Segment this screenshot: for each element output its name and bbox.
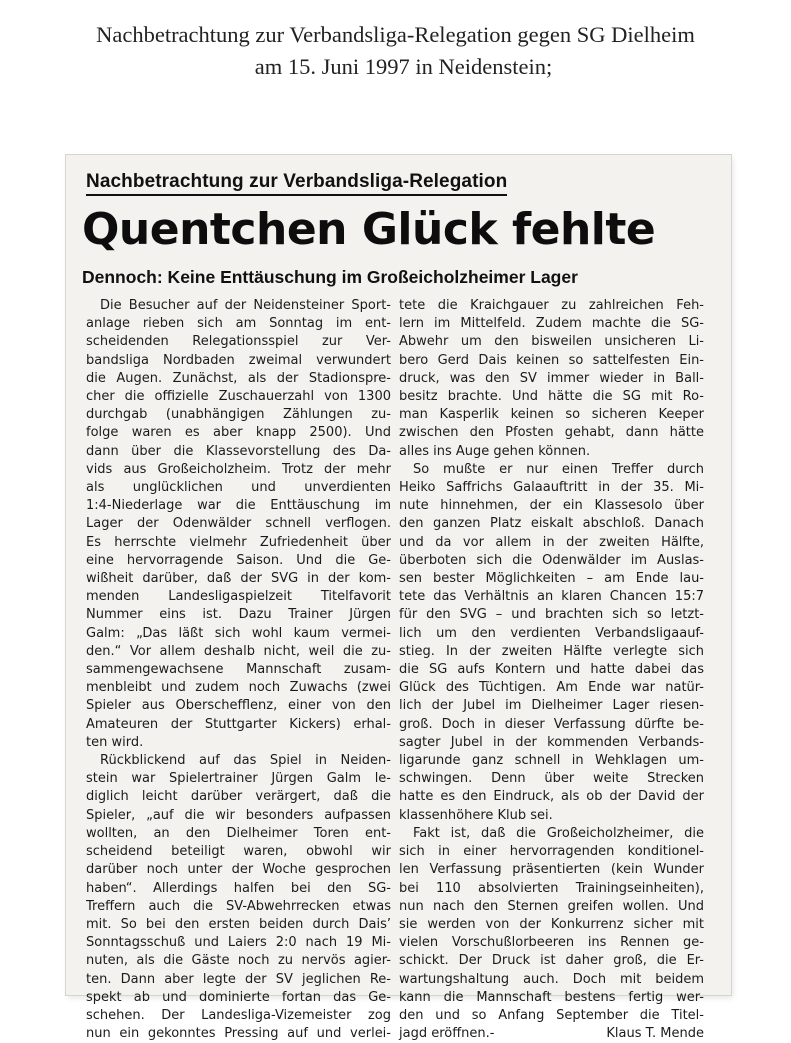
text-line: Rückblickend auf das Spiel in Neiden- bbox=[100, 753, 391, 769]
text-line: bei 110 absolvierten Trainingseinheiten), bbox=[399, 880, 704, 896]
text-line: sen bester Möglichkeiten – am Ende lau- bbox=[399, 571, 704, 587]
text-line: diglich leicht darüber verärgert, daß die bbox=[86, 789, 391, 805]
text-line: menbleibt und zudem noch Zuwachs (zwei bbox=[86, 680, 391, 696]
text-line: 1:4-Niederlage war die Enttäuschung im bbox=[86, 498, 391, 514]
text-line: hatte es den Eindruck, als ob der David der bbox=[399, 789, 704, 805]
text-line: eine hervorragende Saison. Und die Ge- bbox=[86, 552, 391, 568]
text-line: haben“. Allerdings halfen bei den SG- bbox=[86, 880, 391, 896]
text-line: Heiko Saffrichs Galaauftritt in der 35. Mi- bbox=[399, 480, 704, 496]
text-line: mit. So bei den ersten beiden durch Dais’ bbox=[86, 916, 391, 932]
article-column-right bbox=[399, 297, 704, 1043]
text-line: Amateuren der Stuttgarter Kickers) erhal- bbox=[86, 716, 391, 732]
text-line: cher die offizielle Zuschauerzahl von 1300 bbox=[86, 389, 391, 405]
text-line: sich in einer hervorragenden konditionel- bbox=[399, 844, 704, 860]
text-line: man Kasperlik keinen so sicheren Keeper bbox=[399, 407, 704, 423]
text-line: den ganzen Platz eiskalt abschloß. Danach bbox=[399, 516, 704, 532]
text-line: überboten sich die Odenwälder im Auslas- bbox=[399, 552, 704, 568]
text-line: lern im Mittelfeld. Zudem machte die SG- bbox=[399, 316, 704, 332]
page-caption-line-1: Nachbetrachtung zur Verbandsliga-Relegation gegen SG Dielheim bbox=[96, 22, 695, 47]
text-line: Lager der Odenwälder schnell verflogen. bbox=[86, 516, 391, 532]
text-line: len Verfassung präsentierten (kein Wunder bbox=[399, 862, 704, 878]
text-line: dann über die Klassevorstellung des Da- bbox=[86, 443, 391, 459]
text-line: lich der Jubel im Dielheimer Lager riesen- bbox=[399, 698, 704, 714]
text-line: durchgab (unabhängigen Zählungen zu- bbox=[86, 407, 391, 423]
text-line: druck, was den SV immer wieder in Ball- bbox=[399, 370, 704, 386]
text-line: wißheit darüber, daß der SVG in der kom- bbox=[86, 571, 391, 587]
text-line: bandsliga Nordbaden zweimal verwundert bbox=[86, 352, 391, 368]
article-byline: Klaus T. Mende bbox=[606, 1026, 704, 1042]
text-line: Nummer eins ist. Dazu Trainer Jürgen bbox=[86, 607, 391, 623]
text-line: scheidenden Relegationsspiel zur Ver- bbox=[86, 334, 391, 350]
text-line: ligarunde ganz schnell in Wehklagen um- bbox=[399, 753, 704, 769]
text-line: spekt ab und dominierte fortan das Ge- bbox=[86, 989, 391, 1005]
article-column-left bbox=[86, 297, 391, 1043]
article-subheadline: Dennoch: Keine Enttäuschung im Großeicholzheimer Lager bbox=[82, 267, 578, 287]
text-line: schehen. Der Landesliga-Vizemeister zog bbox=[86, 1007, 391, 1023]
text-line: Fakt ist, daß die Großeicholzheimer, die bbox=[413, 825, 704, 841]
text-line: Treffern auch die SV-Abwehrrecken etwas bbox=[86, 898, 391, 914]
text-line: stieg. In der zweiten Hälfte verlegte sich bbox=[399, 643, 704, 659]
text-line: sagter Jubel in der kommenden Verbands- bbox=[399, 734, 704, 750]
text-line: sammengewachsene Mannschaft zusam- bbox=[86, 662, 391, 678]
last-text-line: jagd eröffnen.- bbox=[399, 1026, 495, 1042]
text-line: Glück des Tüchtigen. Am Ende war natür- bbox=[399, 680, 704, 696]
newspaper-clipping bbox=[66, 155, 731, 1042]
text-line: die Augen. Zunächst, als der Stadionspre- bbox=[86, 370, 391, 386]
text-line: den.“ Vor allem deshalb nicht, weil die zu- bbox=[86, 643, 391, 659]
text-line: menden Landesligaspielzeit Titelfavorit bbox=[86, 589, 391, 605]
text-line: Abwehr um den bisweilen unsicheren Li- bbox=[399, 334, 704, 350]
text-line: kann die Mannschaft bestens fertig wer- bbox=[399, 989, 704, 1005]
text-line: nute hinnehmen, der ein Klassesolo über bbox=[399, 498, 704, 514]
text-line: Spieler, „auf die wir besonders aufpassen bbox=[86, 807, 391, 823]
article-headline: Quentchen Glück fehlte bbox=[82, 204, 656, 255]
text-line: und da vor allem in der zweiten Hälfte, bbox=[399, 534, 704, 550]
text-line: klassenhöhere Klub sei. bbox=[399, 807, 553, 823]
text-line: ten wird. bbox=[86, 734, 144, 750]
text-line: besitz brachte. Und hätte die SG mit Ro- bbox=[399, 389, 704, 405]
text-line: die SG aufs Kontern und hatte dabei das bbox=[399, 662, 704, 678]
text-line: So mußte er nur einen Treffer durch bbox=[413, 461, 704, 477]
text-line: folge waren es aber knapp 2500). Und bbox=[86, 425, 391, 441]
text-line: bero Gerd Dais keinen so sattelfesten Ein- bbox=[399, 352, 704, 368]
text-line: schwingen. Denn über weite Strecken bbox=[399, 771, 704, 787]
text-line: Spieler aus Oberschefflenz, einer von den bbox=[86, 698, 391, 714]
text-line: alles ins Auge gehen können. bbox=[399, 443, 591, 459]
text-line: scheidend beteiligt waren, obwohl wir bbox=[86, 844, 391, 860]
text-line: für den SVG – und brachten sich so letzt- bbox=[399, 607, 704, 623]
text-line: als unglücklichen und unverdienten bbox=[86, 480, 391, 496]
text-line: Sonntagsschuß und Laiers 2:0 nach 19 Mi- bbox=[86, 935, 391, 951]
page-caption-line-2: am 15. Juni 1997 in Neidenstein; bbox=[254, 54, 553, 79]
text-line: anlage rieben sich am Sonntag im ent- bbox=[86, 316, 391, 332]
text-line: ten. Dann aber legte der SV jeglichen Re- bbox=[86, 971, 391, 987]
text-line: tete das Verhältnis an klaren Chancen 15:7 bbox=[399, 589, 704, 605]
text-line: Die Besucher auf der Neidensteiner Sport- bbox=[100, 298, 391, 313]
text-line: stein war Spielertrainer Jürgen Galm le- bbox=[86, 771, 391, 787]
text-line: den und so Anfang September die Titel- bbox=[399, 1007, 704, 1023]
text-line: zwischen den Pfosten gehabt, dann hätte bbox=[399, 425, 704, 441]
text-line: wartungshaltung auch. Doch mit beidem bbox=[399, 971, 704, 987]
text-line: wollten, an den Dielheimer Toren ent- bbox=[86, 825, 391, 841]
text-line: nun ein gekonntes Pressing auf und verlei- bbox=[86, 1026, 391, 1042]
text-line: sie werden von der Konkurrenz sicher mit bbox=[399, 916, 704, 932]
closing-line bbox=[399, 1025, 704, 1043]
text-line: Es herrschte vielmehr Zufriedenheit über bbox=[86, 534, 391, 550]
article-kicker: Nachbetrachtung zur Verbandsliga-Relegation bbox=[86, 171, 507, 196]
text-line: lich um den verdienten Verbandsligaauf- bbox=[399, 625, 704, 641]
text-line: groß. Doch in dieser Verfassung dürfte be- bbox=[399, 716, 704, 732]
text-line: nun nach den Sternen greifen wollen. Und bbox=[399, 898, 704, 914]
text-line: darüber noch unter der Woche gesprochen bbox=[86, 862, 391, 878]
text-line: nuten, als die Gäste noch zu nervös agier- bbox=[86, 953, 391, 969]
text-line: vielen Vorschußlorbeeren ins Rennen ge- bbox=[399, 935, 704, 951]
text-line: vids aus Großeicholzheim. Trotz der mehr bbox=[86, 461, 391, 477]
text-line: schickt. Der Druck ist daher groß, die Er- bbox=[399, 953, 704, 969]
text-line: tete die Kraichgauer zu zahlreichen Feh- bbox=[399, 298, 704, 313]
text-line: Galm: „Das läßt sich wohl kaum vermei- bbox=[86, 625, 391, 641]
